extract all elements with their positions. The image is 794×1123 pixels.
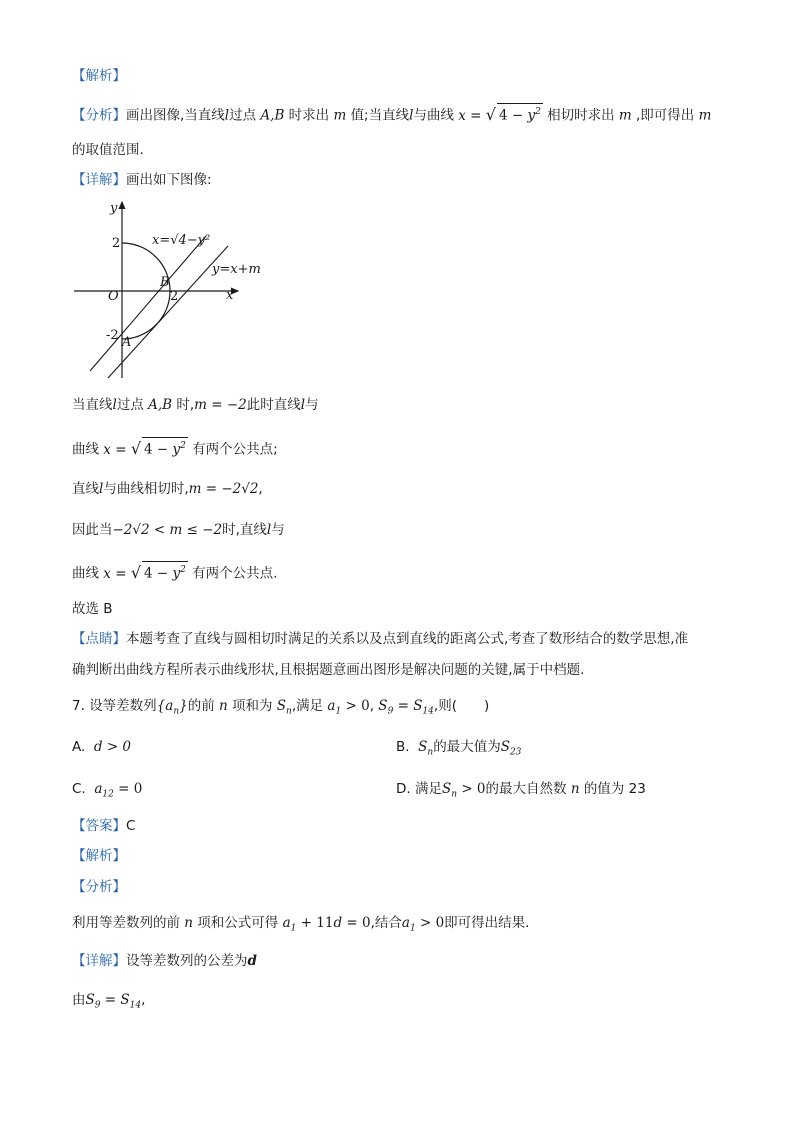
analysis2-line [72, 913, 529, 939]
option-label: C. [72, 781, 86, 797]
step-text: 与曲线相切时, [103, 481, 189, 497]
math-m-value: m = −2 [194, 397, 247, 413]
analysis-text: ,结合 [370, 915, 402, 931]
point-b-label: B [160, 275, 170, 290]
detail-label-2: 【详解】 [72, 953, 126, 969]
math-l: l [224, 107, 230, 124]
step-text: 当直线 [72, 397, 113, 413]
analysis-line-2: 的取值范围. [72, 142, 144, 158]
step-text: 与 [271, 522, 285, 538]
option-text: 满足 [414, 781, 442, 797]
analysis-line-1 [72, 103, 711, 126]
math-s23: $S_{23}$ [500, 739, 522, 758]
option-text: 的最大值为 [433, 739, 501, 755]
comment-line-2: 确判断出曲线方程所表示曲线形状,且根据题意画出图形是解决问题的关键,属于中档题. [72, 662, 585, 678]
math-l: l [266, 522, 272, 538]
comment-label: 【点睛】 [72, 631, 126, 647]
option-d[interactable] [396, 779, 646, 805]
question-text: ,则( [433, 698, 457, 714]
step-text: 此时直线 [246, 397, 301, 413]
detail-text: 画出如下图像: [126, 172, 212, 188]
question-text: 设等差数列 [89, 698, 157, 714]
step-line-4 [72, 520, 285, 540]
curve-label: x=√4−y² [152, 233, 211, 248]
question-text: 项和为 [232, 698, 273, 714]
answer-line [72, 816, 135, 836]
math-l: l [99, 481, 104, 497]
tick-label-neg2: -2 [106, 328, 119, 343]
text: 由 [72, 992, 86, 1008]
step-text: 曲线 [72, 565, 99, 582]
math-a12-zero: $a_{12} = 0$ [94, 781, 143, 800]
section-analysis-heading-2: 【解析】 [72, 848, 126, 864]
last-line [72, 990, 145, 1016]
analysis-text: 项和公式可得 [197, 915, 279, 931]
math-a1-11d: $a_1 + 11d = 0$ [278, 915, 371, 934]
y-axis-label: y [110, 201, 118, 216]
analysis-text: 时求出 [288, 107, 330, 124]
question-text: ) [483, 698, 490, 714]
math-curve: x = √ $4 - y^2$ [453, 104, 541, 124]
analysis-label-2: 【分析】 [72, 879, 126, 895]
analysis-text: 画出图像,当直线 [126, 107, 225, 124]
math-m: m [694, 107, 712, 124]
detail-text: 设等差数列的公差为 [126, 953, 248, 969]
math-m: m [329, 107, 351, 124]
math-n: n [566, 781, 584, 797]
question-text: 的前 [187, 698, 215, 714]
section-analysis-heading: 【解析】 [72, 68, 126, 84]
choice-line: 故选 B [72, 601, 113, 617]
math-range: −2√2 < m ≤ −2 [112, 522, 223, 538]
tangent-line [108, 246, 228, 378]
comment-line-1 [72, 629, 688, 649]
line-label: y=x+m [212, 262, 261, 277]
analysis-text: 即可得出结果. [444, 915, 530, 931]
detail-label: 【详解】 [72, 172, 126, 188]
math-sn: $S_n$ [418, 739, 434, 758]
comment-text: 本题考查了直线与圆相切时满足的关系以及点到直线的距离公式,考查了数形结合的数学思想,准 [126, 631, 689, 647]
option-label: B. [396, 739, 410, 755]
detail-line [72, 170, 212, 190]
math-ab: A,B [256, 107, 289, 124]
math-tangent-m: m = −2√2 [188, 481, 259, 497]
step-text: 与 [305, 397, 319, 413]
step-text: 时, [176, 397, 195, 413]
math-n: n [214, 698, 232, 714]
step-text: 直线 [72, 481, 99, 497]
option-b[interactable] [396, 737, 521, 763]
analysis-text: 过点 [229, 107, 257, 124]
tick-label-2-right: 2 [170, 289, 179, 304]
math-curve: x = √ $4 - y^2$ [99, 438, 186, 458]
origin-label: O [108, 289, 119, 304]
option-label: D. [396, 781, 411, 797]
tick-label-2-top: 2 [112, 236, 121, 251]
math-n: n [180, 915, 198, 931]
step-line-3 [72, 479, 263, 499]
step-line-1 [72, 395, 319, 415]
analysis-text: 利用等差数列的前 [72, 915, 180, 931]
math-a1-pos: $a_1 > 0$ [323, 698, 370, 717]
detail2-line [72, 951, 257, 971]
step-text: 曲线 [72, 441, 99, 458]
step-line-2 [72, 437, 278, 460]
step-text: , [258, 481, 263, 497]
text: , [141, 992, 146, 1008]
option-a[interactable] [72, 737, 131, 757]
analysis-text: ,即可得出 [636, 107, 695, 124]
x-axis-label: x [226, 288, 234, 303]
analysis-text: 值;当直线 [350, 107, 410, 124]
analysis-label: 【分析】 [72, 107, 126, 124]
step-line-5 [72, 561, 277, 584]
math-s9-s14: $S_9 = S_{14}$ [85, 992, 142, 1011]
question-text: , [369, 698, 375, 714]
answer-label: 【答案】 [72, 818, 126, 834]
math-a1-pos: $a_1 > 0$ [401, 915, 445, 934]
math-m: m [614, 107, 637, 124]
math-curve: x = √ $4 - y^2$ [99, 562, 186, 582]
option-a-math: d > 0 [93, 739, 132, 755]
step-text: 有两个公共点; [192, 441, 278, 458]
answer-value: C [126, 818, 136, 834]
math-l: l [409, 107, 414, 124]
question-text: ,满足 [291, 698, 324, 714]
step-text: 有两个公共点. [192, 565, 278, 582]
step-text: 时,直线 [222, 522, 267, 538]
option-label: A. [72, 739, 86, 755]
point-a-label: A [122, 335, 132, 350]
math-sn-pos: $S_n > 0$ [441, 781, 486, 800]
option-c[interactable] [72, 779, 142, 805]
option-text: 的最大自然数 [485, 781, 567, 797]
math-l: l [300, 397, 306, 413]
option-text: 的值为 23 [583, 781, 646, 797]
question-7-stem [72, 696, 489, 722]
analysis-text: 与曲线 [413, 107, 454, 124]
math-seq: $\{a_n\}$ [156, 698, 188, 717]
step-text: 过点 [116, 397, 144, 413]
math-sn: $S_n$ [272, 698, 292, 717]
step-text: 因此当 [72, 522, 113, 538]
graph-figure [68, 196, 268, 381]
math-d: d [247, 953, 257, 969]
question-number: 7. [72, 698, 85, 714]
analysis-text: 相切时求出 [547, 107, 615, 124]
math-s9-s14: $S_9 = S_{14}$ [374, 698, 434, 717]
math-l: l [112, 397, 117, 413]
math-ab: A,B [143, 397, 177, 413]
